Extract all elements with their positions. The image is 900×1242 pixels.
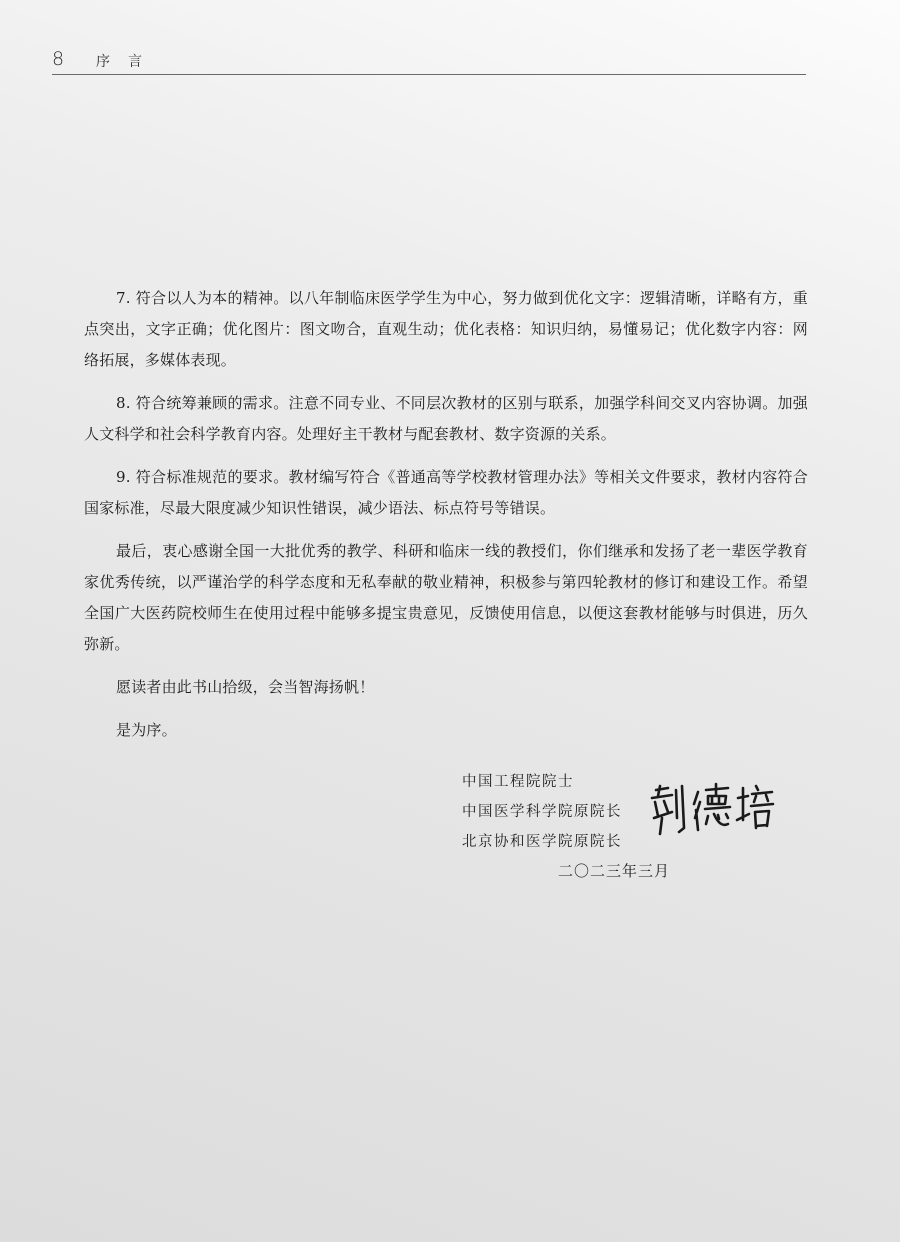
paragraph-closing: 是为序。 [116,721,177,739]
signature-block [462,770,802,890]
paragraph-wish: 愿读者由此书山拾级，会当智海扬帆！ [116,678,375,696]
author-title-pumc: 北京协和医学院原院长 [462,834,622,850]
author-title-academician: 中国工程院院士 [462,774,574,790]
page-header [52,48,806,75]
paragraph-acknowledgement: 最后，衷心感谢全国一大批优秀的教学、科研和临床一线的教授们，你们继承和发扬了老一辈医学教育家优秀传统，以严谨治学的科学态度和无私奉献的敬业精神，积极参与第四轮教材的修订和建设工作。希望全国广大医药院校师生在使用过程中能够多提宝贵意见，反馈使用信息，以便这套教材能够与时俱进，历久弥新。 [84,542,808,653]
handwritten-signature [646,782,776,842]
body-text [84,283,808,758]
paragraph-item-8: 8. 符合统筹兼顾的需求。注意不同专业、不同层次教材的区别与联系，加强学科间交叉内容协调。加强人文科学和社会科学教育内容。处理好主干教材与配套教材、数字资源的关系。 [84,394,808,443]
page-number: 8 [52,48,65,70]
paragraph-item-7: 7. 符合以人为本的精神。以八年制临床医学学生为中心，努力做到优化文字：逻辑清晰，详略有方，重点突出，文字正确；优化图片：图文吻合，直观生动；优化表格：知识归纳，易懂易记；优化数字内容：网络拓展，多媒体表现。 [84,289,808,369]
signing-date: 二〇二三年三月 [558,862,671,880]
author-title-camsp: 中国医学科学院原院长 [462,804,622,820]
paragraph-item-9: 9. 符合标准规范的要求。教材编写符合《普通高等学校教材管理办法》等相关文件要求，教材内容符合国家标准，尽最大限度减少知识性错误，减少语法、标点符号等错误。 [84,468,808,517]
running-title: 序言 [96,54,160,70]
